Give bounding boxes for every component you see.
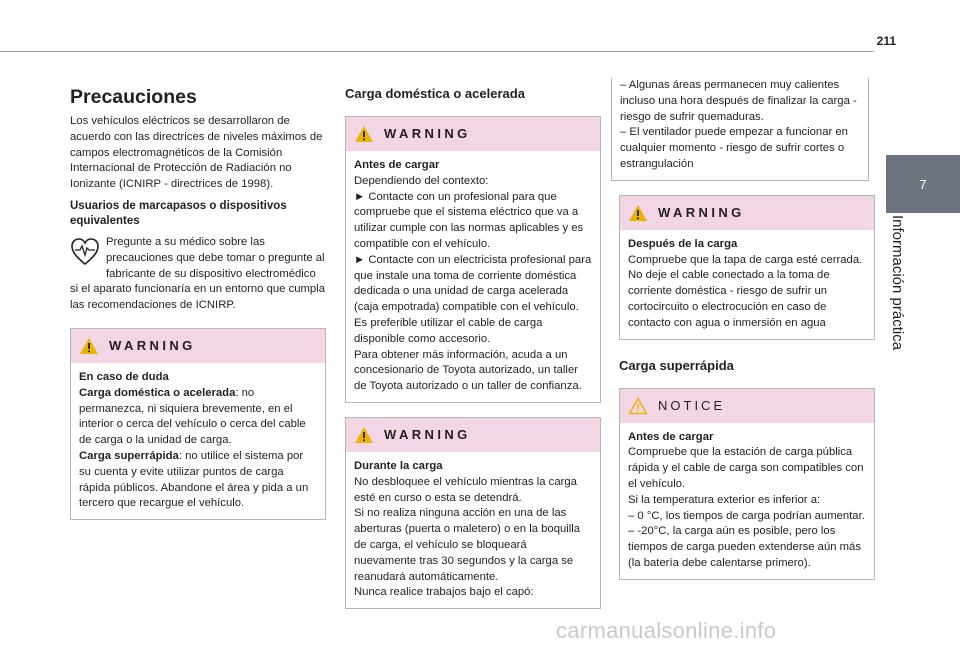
- warning-text: Compruebe que la tapa de carga esté cerrada. No deje el cable conectado a la toma de corriente doméstica - riesgo de sufrir un cortocircuito o electrocución en caso de contacto con agua o inmersión en agua: [628, 253, 863, 329]
- warning-body: [620, 230, 874, 339]
- pacemaker-subheading: Usuarios de marcapasos o dispositivos equivalentes: [70, 199, 287, 227]
- pacemaker-text: Pregunte a su médico sobre las precauciones que debe tomar o pregunte al fabricante de su dispositivo electromédico si el aparato funcionaría en un entorno que cumpla las recomendaciones de ICNIRP.: [70, 235, 325, 312]
- pacemaker-paragraph: [70, 235, 326, 314]
- continued-list: – Algunas áreas permanecen muy calientes incluso una hora después de finalizar la carga - riesgo de sufrir quemaduras. – El ventilador puede empezar a funcionar en cualquier momento - riesgo de sufrir cortes o estrangulación: [620, 79, 857, 170]
- warning-body: [346, 452, 600, 608]
- pacemaker-heart-icon: [70, 237, 100, 267]
- warning-body: [71, 363, 325, 519]
- warning-item-1-text: : no permanezca, ni siquiera brevemente, en el interior o cerca del vehículo o cerca del cable de carga o la unidad de carga.: [79, 386, 306, 447]
- notice-box: [619, 388, 875, 580]
- notice-label: NOTICE: [658, 397, 726, 413]
- warning-text: Dependiendo del contexto: ► Contacte con un profesional para que compruebe que el sistema eléctrico que va a utilizar cumple con las normas aplicables y es compatible con el vehículo. ► Contacte con un electricista profesional para que instale una toma de corriente doméstica dedicada o una unidad de carga acelerada (caja empotrada) compatible con el vehículo. Es preferible utilizar el cable de carga disponible como accesorio. Para obtener más información, acuda a un concesionario de Toyota autorizado, un taller de Toyota autorizado o un taller de confianza.: [354, 174, 592, 393]
- header-divider: [0, 51, 874, 52]
- warning-label: WARNING: [384, 126, 471, 142]
- warning-triangle-icon: [628, 204, 648, 222]
- warning-title: Durante la carga: [354, 459, 443, 472]
- warning-label: WARNING: [109, 338, 196, 354]
- warning-header: [346, 418, 600, 452]
- warning-triangle-icon: [354, 125, 374, 143]
- warning-title: Después de la carga: [628, 237, 738, 250]
- warning-box-duda: [70, 328, 326, 520]
- warning-item-2-bold: Carga superrápida: [79, 449, 179, 462]
- notice-triangle-icon: [628, 397, 648, 415]
- notice-text: Compruebe que la estación de carga pública rápida y el cable de carga son compatibles con el vehículo. Si la temperatura exterior es inferior a: – 0 °C, los tiempos de carga podrían aumentar. – -20°C, la carga aún es posible, pero los tiempos de carga pueden extenderse aún más (la batería debe calentarse primero).: [628, 446, 865, 569]
- warning-box-despues: [619, 195, 875, 340]
- warning-label: WARNING: [658, 204, 745, 220]
- warning-box-antes: [345, 116, 601, 403]
- notice-header: [620, 389, 874, 423]
- warning-body: [346, 151, 600, 402]
- warning-box-durante: [345, 417, 601, 609]
- chapter-tab[interactable]: [886, 155, 960, 213]
- column-1: [70, 78, 326, 520]
- warning-title: En caso de duda: [79, 370, 169, 383]
- warning-header: [71, 329, 325, 363]
- chapter-number: 7: [919, 176, 927, 192]
- warning-header: [346, 117, 600, 151]
- warning-triangle-icon: [79, 337, 99, 355]
- column-3: [619, 79, 875, 580]
- section-title-precauciones: Precauciones: [70, 86, 197, 108]
- section-title-carga-domestica: Carga doméstica o acelerada: [345, 86, 525, 101]
- warning-item-2-text: : no utilice el sistema por su cuenta y evite utilizar puntos de carga rápida públicos. Abandone el área y pida a un tercero que recargue el vehículo.: [79, 449, 309, 510]
- warning-text: No desbloquee el vehículo mientras la carga esté en curso o esta se detendrá. Si no realiza ninguna acción en una de las aberturas (puerta o maletero) o en la boquilla de carga, el vehículo se bloqueará nuevamente tras 30 segundos y la carga se reanudará automáticamente. Nunca realice trabajos bajo el capó:: [354, 475, 581, 599]
- warning-label: WARNING: [384, 427, 471, 443]
- chapter-title-vertical: [884, 215, 908, 365]
- chapter-title: Información práctica: [889, 215, 906, 351]
- warning-title: Antes de cargar: [354, 159, 440, 171]
- column-2: [345, 86, 601, 609]
- warning-item-1-bold: Carga doméstica o acelerada: [79, 386, 236, 399]
- intro-paragraph: Los vehículos eléctricos se desarrollaron de acuerdo con las directrices de niveles máximos de campos electromagnéticos de la Comisión Internacional de Protección de Radiación no Ionizante (ICNIRP - directrices de 1998).: [70, 115, 323, 191]
- notice-title: Antes de cargar: [628, 430, 714, 443]
- page-number: 211: [876, 34, 896, 48]
- watermark: carmanualsonline.info: [556, 618, 777, 643]
- warning-triangle-icon: [354, 426, 374, 444]
- warning-header: [620, 196, 874, 230]
- section-title-carga-superrapida: Carga superrápida: [619, 357, 734, 373]
- continued-text: [611, 78, 869, 181]
- notice-body: [620, 423, 874, 579]
